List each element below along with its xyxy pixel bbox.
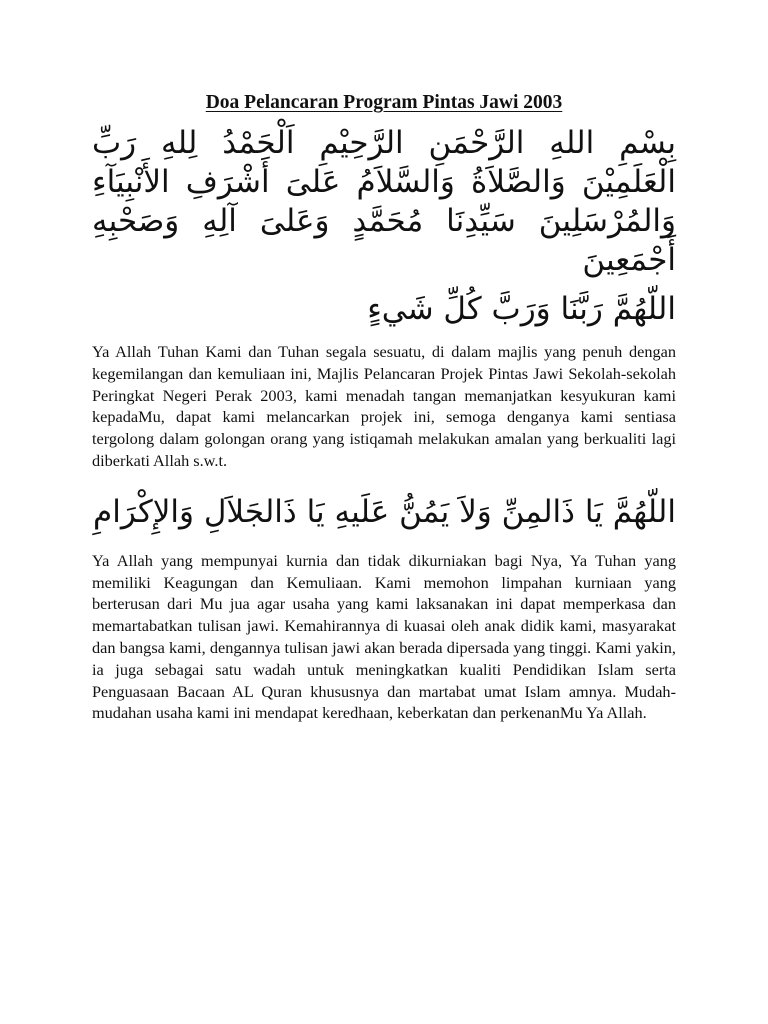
arabic-opening-prayer: بِسْمِ اللهِ الرَّحْمَنِ الرَّحِيْمِ اَلْحَمْدُ لِلهِ رَبِّ الْعَلَمِيْنَ وَالصَّلاَةُ وَالسَّلاَمُ عَلىَ أَشْرَفِ الأَنْبِيَآءِ وَالمُرْسَلِينَ سَيِّدِنَا مُحَمَّدٍ وَعَلىَ آلِهِ وَصَحْبِهِ أَجْمَعِينَ xyxy=(92,125,676,278)
arabic-supplication: اللّهُمَّ يَا ذَالمِنِّ وَلاَ يَمُنُّ عَلَيهِ يَا ذَالجَلاَلِ وَالإِكْرَامِ xyxy=(93,493,676,530)
arabic-invocation: اللّهُمَّ رَبَّنَا وَرَبَّ كُلِّ شَيءٍ xyxy=(367,291,676,327)
malay-paragraph-1: Ya Allah Tuhan Kami dan Tuhan segala sesuatu, di dalam majlis yang penuh dengan kegemilangan dan kemuliaan ini, Majlis Pelancaran Projek Pintas Jawi Sekolah-sekolah Peringkat Negeri Perak 2003, kami menadah tangan memanjatkan kesyukuran kami kepadaMu, dapat kami melancarkan projek ini, semoga denganya kami sentiasa tergolong dalam golongan orang yang istiqamah melakukan amalan yang berkualiti lagi diberkati Allah s.w.t. xyxy=(92,342,676,470)
malay-paragraph-2: Ya Allah yang mempunyai kurnia dan tidak dikurniakan bagi Nya, Ya Tuhan yang memiliki Keagungan dan Kemuliaan. Kami memohon limpahan kurniaan yang berterusan dari Mu jua agar usaha yang kami laksanakan ini dapat memperkasa dan memartabatkan tulisan jawi. Kemahirannya di kuasai oleh anak didik kami, masyarakat dan bangsa kami, dengannya tulisan jawi akan berada dipersada yang tinggi. Kami yakin, ia juga sebagai satu wadah untuk meningkatkan kualiti Pendidikan Islam serta Penguasaan Bacaan AL Quran khususnya dan martabat umat Islam amnya. Mudah-mudahan usaha kami ini mendapat keredhaan, keberkatan dan perkenanMu Ya Allah. xyxy=(92,550,676,723)
document-title: Doa Pelancaran Program Pintas Jawi 2003 xyxy=(205,92,563,113)
